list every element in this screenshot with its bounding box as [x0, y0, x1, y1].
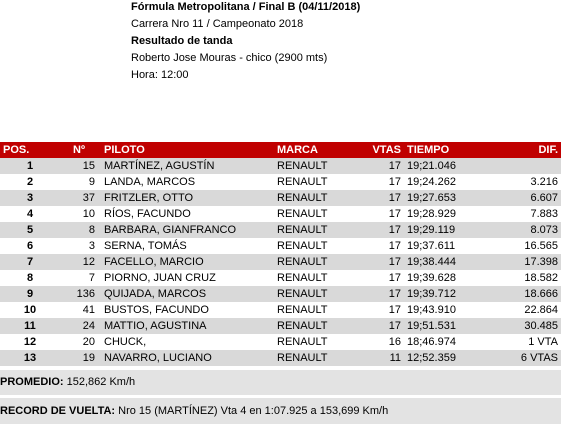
cell-marca: RENAULT: [274, 334, 354, 350]
average-speed-bar: [0, 370, 561, 395]
col-header-marca: MARCA: [274, 142, 354, 158]
col-header-vtas: VTAS: [354, 142, 404, 158]
cell-marca: RENAULT: [274, 254, 354, 270]
report-header: [131, 0, 360, 85]
cell-dif: 16.565: [484, 238, 561, 254]
cell-dif: 18.582: [484, 270, 561, 286]
cell-dif: 3.216: [484, 174, 561, 190]
cell-vtas: 17: [354, 222, 404, 238]
results-table: [0, 142, 561, 366]
cell-piloto: BARBARA, GIANFRANCO: [98, 222, 274, 238]
cell-tiempo: 19;27.653: [404, 190, 484, 206]
cell-piloto: LANDA, MARCOS: [98, 174, 274, 190]
start-time: Hora: 12:00: [131, 69, 189, 81]
cell-pos: 3: [0, 190, 60, 206]
average-speed-label: PROMEDIO:: [0, 376, 64, 388]
cell-tiempo: 19;51.531: [404, 318, 484, 334]
table-row: [0, 254, 561, 270]
cell-dif: 1 VTA: [484, 334, 561, 350]
table-row: [0, 222, 561, 238]
table-row: [0, 286, 561, 302]
table-row: [0, 270, 561, 286]
cell-piloto: PIORNO, JUAN CRUZ: [98, 270, 274, 286]
cell-vtas: 16: [354, 334, 404, 350]
cell-vtas: 17: [354, 174, 404, 190]
cell-tiempo: 19;21.046: [404, 158, 484, 174]
cell-num: 37: [60, 190, 98, 206]
cell-pos: 12: [0, 334, 60, 350]
cell-marca: RENAULT: [274, 302, 354, 318]
cell-pos: 11: [0, 318, 60, 334]
col-header-piloto: PILOTO: [98, 142, 274, 158]
race-subtitle: Carrera Nro 11 / Campeonato 2018: [131, 18, 304, 30]
cell-pos: 9: [0, 286, 60, 302]
table-row: [0, 206, 561, 222]
cell-tiempo: 19;39.712: [404, 286, 484, 302]
cell-dif: 30.485: [484, 318, 561, 334]
lap-record-bar: [0, 398, 561, 424]
cell-pos: 4: [0, 206, 60, 222]
cell-dif: 6.607: [484, 190, 561, 206]
cell-num: 20: [60, 334, 98, 350]
cell-marca: RENAULT: [274, 286, 354, 302]
cell-vtas: 17: [354, 206, 404, 222]
cell-piloto: MARTÍNEZ, AGUSTÍN: [98, 158, 274, 174]
cell-marca: RENAULT: [274, 238, 354, 254]
cell-dif: 6 VTAS: [484, 350, 561, 366]
cell-piloto: CHUCK,: [98, 334, 274, 350]
cell-marca: RENAULT: [274, 222, 354, 238]
cell-vtas: 17: [354, 238, 404, 254]
cell-num: 41: [60, 302, 98, 318]
cell-pos: 13: [0, 350, 60, 366]
cell-piloto: FRITZLER, OTTO: [98, 190, 274, 206]
cell-tiempo: 19;28.929: [404, 206, 484, 222]
cell-dif: 17.398: [484, 254, 561, 270]
cell-pos: 6: [0, 238, 60, 254]
cell-num: 9: [60, 174, 98, 190]
cell-tiempo: 19;38.444: [404, 254, 484, 270]
cell-num: 136: [60, 286, 98, 302]
table-row: [0, 158, 561, 174]
table-row: [0, 190, 561, 206]
cell-vtas: 17: [354, 190, 404, 206]
cell-pos: 7: [0, 254, 60, 270]
cell-tiempo: 19;39.628: [404, 270, 484, 286]
col-header-num: Nº: [60, 142, 98, 158]
cell-pos: 8: [0, 270, 60, 286]
lap-record-value: Nro 15 (MARTÍNEZ) Vta 4 en 1:07.925 a 153,699 Km/h: [118, 405, 389, 417]
cell-vtas: 17: [354, 318, 404, 334]
cell-vtas: 17: [354, 254, 404, 270]
col-header-pos: POS.: [0, 142, 60, 158]
report-title: Fórmula Metropolitana / Final B (04/11/2018): [131, 1, 361, 13]
section-heading: Resultado de tanda: [131, 35, 233, 47]
cell-tiempo: 18;46.974: [404, 334, 484, 350]
cell-piloto: BUSTOS, FACUNDO: [98, 302, 274, 318]
cell-num: 7: [60, 270, 98, 286]
cell-pos: 2: [0, 174, 60, 190]
table-row: [0, 302, 561, 318]
cell-pos: 5: [0, 222, 60, 238]
cell-vtas: 17: [354, 302, 404, 318]
cell-piloto: FACELLO, MARCIO: [98, 254, 274, 270]
cell-tiempo: 19;24.262: [404, 174, 484, 190]
cell-num: 24: [60, 318, 98, 334]
cell-piloto: QUIJADA, MARCOS: [98, 286, 274, 302]
cell-dif: 8.073: [484, 222, 561, 238]
table-row: [0, 334, 561, 350]
cell-marca: RENAULT: [274, 350, 354, 366]
table-row: [0, 318, 561, 334]
average-speed-value: 152,862 Km/h: [66, 376, 136, 388]
cell-piloto: SERNA, TOMÁS: [98, 238, 274, 254]
results-body: [0, 158, 561, 366]
cell-num: 19: [60, 350, 98, 366]
cell-pos: 10: [0, 302, 60, 318]
cell-marca: RENAULT: [274, 190, 354, 206]
cell-vtas: 17: [354, 286, 404, 302]
table-row: [0, 174, 561, 190]
cell-marca: RENAULT: [274, 270, 354, 286]
cell-tiempo: 19;29.119: [404, 222, 484, 238]
cell-tiempo: 12;52.359: [404, 350, 484, 366]
cell-pos: 1: [0, 158, 60, 174]
circuit-info: Roberto Jose Mouras - chico (2900 mts): [131, 52, 328, 64]
cell-tiempo: 19;43.910: [404, 302, 484, 318]
cell-marca: RENAULT: [274, 174, 354, 190]
cell-dif: 7.883: [484, 206, 561, 222]
cell-dif: [484, 158, 561, 174]
cell-dif: 18.666: [484, 286, 561, 302]
col-header-dif: DIF.: [484, 142, 561, 158]
cell-vtas: 11: [354, 350, 404, 366]
cell-num: 10: [60, 206, 98, 222]
cell-num: 3: [60, 238, 98, 254]
cell-num: 8: [60, 222, 98, 238]
cell-piloto: NAVARRO, LUCIANO: [98, 350, 274, 366]
cell-vtas: 17: [354, 270, 404, 286]
cell-piloto: MATTIO, AGUSTINA: [98, 318, 274, 334]
table-row: [0, 238, 561, 254]
table-header-row: [0, 142, 561, 158]
table-row: [0, 350, 561, 366]
cell-num: 15: [60, 158, 98, 174]
cell-piloto: RÍOS, FACUNDO: [98, 206, 274, 222]
cell-tiempo: 19;37.611: [404, 238, 484, 254]
lap-record-label: RECORD DE VUELTA:: [0, 405, 116, 417]
cell-dif: 22.864: [484, 302, 561, 318]
col-header-tiempo: TIEMPO: [404, 142, 484, 158]
cell-vtas: 17: [354, 158, 404, 174]
cell-num: 12: [60, 254, 98, 270]
cell-marca: RENAULT: [274, 158, 354, 174]
cell-marca: RENAULT: [274, 206, 354, 222]
cell-marca: RENAULT: [274, 318, 354, 334]
